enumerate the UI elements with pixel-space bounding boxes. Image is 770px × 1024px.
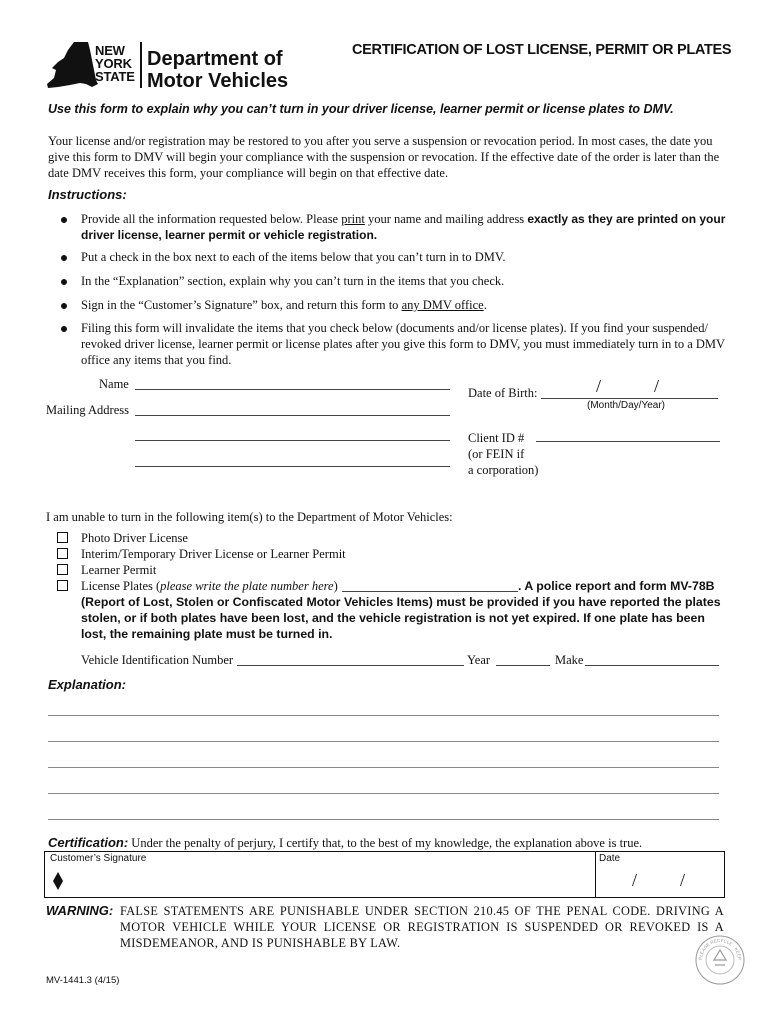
plate-number-field[interactable] <box>342 591 518 592</box>
signature-label: Customer’s Signature <box>50 853 147 864</box>
date-separator-2: / <box>680 870 686 890</box>
warning-heading: WARNING: <box>46 903 114 918</box>
dob-hint: (Month/Day/Year) <box>587 400 665 411</box>
explanation-line-2[interactable] <box>48 741 719 742</box>
dob-field[interactable] <box>541 398 718 399</box>
date-label: Date <box>599 853 621 864</box>
interim-license-label: Interim/Temporary Driver License or Learner Permit <box>81 547 346 561</box>
form-number: MV-1441.3 (4/15) <box>46 975 120 986</box>
learner-permit-checkbox[interactable] <box>57 564 68 575</box>
items-intro: I am unable to turn in the following item(s) to the Department of Motor Vehicles: <box>46 510 453 524</box>
vin-field[interactable] <box>237 665 464 666</box>
year-label: Year <box>467 653 491 667</box>
form-title: CERTIFICATION OF LOST LICENSE, PERMIT OR PLATES <box>352 42 732 58</box>
instruction-5: Filing this form will invalidate the items that you check below (documents and/or license plates). If you find your suspended/ revoked driver license, learner permit or license plates after you give this form to DMV, you must immediately turn in to a DMV office any items that you find. <box>81 321 725 367</box>
explanation-line-3[interactable] <box>48 767 719 768</box>
police-report-note: . A police report and form MV-78B <box>518 579 715 593</box>
interim-license-checkbox[interactable] <box>57 548 68 559</box>
dob-separator-1: / <box>596 376 602 396</box>
instruction-3: In the “Explanation” section, explain why you can’t turn in the items that you check. <box>81 274 505 288</box>
mailing-address-field-2[interactable] <box>135 440 450 441</box>
intro-headline: Use this form to explain why you can’t turn in your driver license, learner permit or license plates to DMV. <box>48 102 674 116</box>
svg-text:PLEASE RECYCLE · KEEP NEW YORK: PLEASE RECYCLE · KEEP <box>697 937 743 961</box>
logo-dept-line1: Department of <box>147 48 283 70</box>
bullet-3 <box>61 279 67 285</box>
sign-here-arrow-icon <box>53 872 63 890</box>
bullet-5 <box>61 326 67 332</box>
photo-license-checkbox[interactable] <box>57 532 68 543</box>
dob-label: Date of Birth: <box>468 386 538 400</box>
warning-text: FALSE STATEMENTS ARE PUNISHABLE UNDER SECTION 210.45 OF THE PENAL CODE. DRIVING A MOTOR VEHICLE WHILE YOUR LICENSE OR REGISTRATION IS SUSPENDED OR REVOKED IS A MISDEMEANOR, AND IS PUNISHABLE BY LAW. <box>120 904 724 950</box>
instruction-1: Provide all the information requested below. Please print your name and mailing address exactly as they are printed on your driver license, learner permit or vehicle registration. <box>81 212 726 242</box>
nys-map-logo <box>44 40 100 90</box>
intro-paragraph: Your license and/or registration may be restored to you after you serve a suspension or revocation period. In most cases, the date you give this form to DMV will begin your compliance with the suspension or revocation. If the effective date of the order is later than the date DMV receives this form, your compliance will begin on that effective date. <box>48 134 720 180</box>
bullet-4 <box>61 303 67 309</box>
logo-state-line3: STATE <box>95 69 135 84</box>
recycle-icon <box>694 934 746 986</box>
year-field[interactable] <box>496 665 550 666</box>
client-id-label: Client ID # (or FEIN if a corporation) <box>468 431 539 477</box>
certification-statement: Certification: Under the penalty of perjury, I certify that, to the best of my knowledge, the explanation above is true. <box>48 835 643 850</box>
police-report-note-cont: (Report of Lost, Stolen or Confiscated Motor Vehicles Items) must be provided if you have reported the plates stolen, or if both plates have been lost, and the vehicle registration is not yet expired. If one plate has been lost, the remaining plate must be turned in. <box>81 595 721 641</box>
mailing-address-field-3[interactable] <box>135 466 450 467</box>
logo-divider <box>140 42 142 88</box>
explanation-line-1[interactable] <box>48 715 719 716</box>
photo-license-label: Photo Driver License <box>81 531 188 545</box>
dmv-office-link[interactable]: any DMV office <box>401 298 484 312</box>
make-field[interactable] <box>585 665 719 666</box>
logo-state-line1: NEW <box>95 43 125 58</box>
name-label: Name <box>99 377 129 391</box>
date-separator-1: / <box>632 870 638 890</box>
bullet-1 <box>61 217 67 223</box>
make-label: Make <box>555 653 584 667</box>
instructions-heading: Instructions: <box>48 187 127 202</box>
logo-dept-line2: Motor Vehicles <box>147 70 289 92</box>
instruction-2: Put a check in the box next to each of the items below that you can’t turn in to DMV. <box>81 250 506 264</box>
license-plates-label: License Plates (please write the plate number here) <box>81 579 338 593</box>
instruction-4: Sign in the “Customer’s Signature” box, and return this form to any DMV office. <box>81 298 487 312</box>
mailing-address-field-1[interactable] <box>135 415 450 416</box>
bullet-2 <box>61 255 67 261</box>
explanation-line-4[interactable] <box>48 793 719 794</box>
client-id-field[interactable] <box>536 441 720 442</box>
name-field[interactable] <box>135 389 450 390</box>
vin-label: Vehicle Identification Number <box>81 653 234 667</box>
explanation-line-5[interactable] <box>48 819 719 820</box>
explanation-heading: Explanation: <box>48 677 127 692</box>
logo-state-line2: YORK <box>95 56 132 71</box>
mailing-address-label: Mailing Address <box>46 403 129 417</box>
learner-permit-label: Learner Permit <box>81 563 157 577</box>
dob-separator-2: / <box>654 376 660 396</box>
license-plates-checkbox[interactable] <box>57 580 68 591</box>
